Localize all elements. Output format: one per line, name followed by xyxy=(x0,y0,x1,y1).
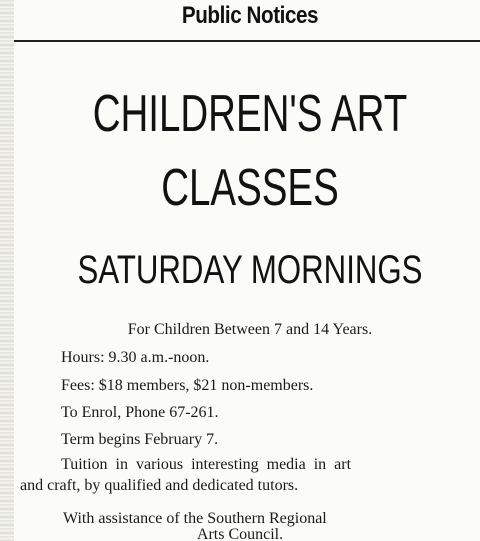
notice-hours: Hours: 9.30 a.m.-noon. xyxy=(61,349,210,366)
section-heading: Public Notices xyxy=(181,2,319,29)
notice-tuition-line1: Tuition in various interesting media in art xyxy=(61,456,352,473)
notice-assistance-line2: Arts Council. xyxy=(196,526,284,541)
notice-fees: Fees: $18 members, $21 non-members. xyxy=(61,377,314,394)
notice-enrol: To Enrol, Phone 67-261. xyxy=(61,404,219,421)
notice-term: Term begins February 7. xyxy=(61,431,219,448)
page-edge xyxy=(0,0,14,541)
notice-intro: For Children Between 7 and 14 Years. xyxy=(127,321,373,338)
notice-assistance-line1: With assistance of the Southern Regional xyxy=(63,510,327,527)
notice-subtitle: SATURDAY MORNINGS xyxy=(77,248,423,292)
notice-title-line2: CLASSES xyxy=(161,159,339,217)
notice-title-line1: CHILDREN'S ART xyxy=(92,85,408,143)
heading-rule xyxy=(14,40,480,42)
notice-tuition-line2: and craft, by qualified and dedicated tutors. xyxy=(20,477,299,494)
